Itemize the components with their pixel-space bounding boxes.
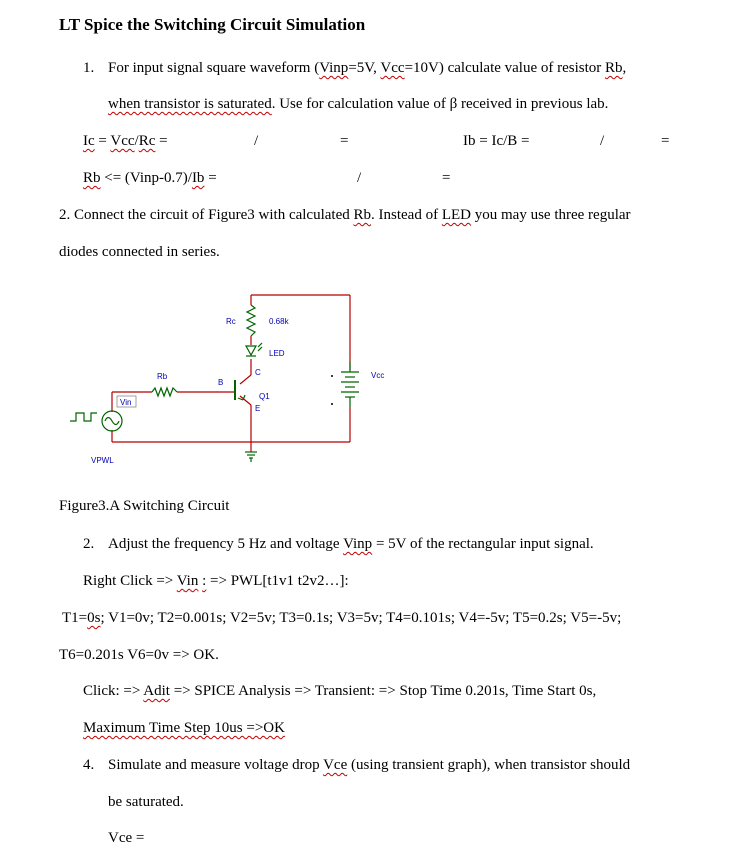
rc-label: Rc [226, 317, 236, 326]
figure-caption: Figure3.A Switching Circuit [59, 498, 230, 514]
collector-label: C [255, 368, 261, 377]
ib-slash: / [600, 133, 605, 149]
base-label: B [218, 378, 224, 387]
rb-slash: / [357, 170, 362, 186]
vce-answer: Vce = [108, 830, 145, 846]
step-4-line-1: Simulate and measure voltage drop Vce (using transient graph), when transistor should [108, 757, 631, 773]
vpwl-label: VPWL [91, 456, 114, 465]
ground-icon [245, 452, 257, 462]
rb-formula: Rb <= (Vinp-0.7)/Ib = [83, 170, 217, 186]
rb-label: Rb [157, 372, 168, 381]
right-click-instruction: Right Click => Vin : => PWL[t1v1 t2v2…]: [83, 573, 349, 589]
ic-equals: = [340, 133, 349, 149]
page-title: LT Spice the Switching Circuit Simulation [59, 15, 366, 34]
led-label: LED [269, 349, 285, 358]
step-1-line-1: For input signal square waveform (Vinp=5V, Vcc=10V) calculate value of resistor Rb, [108, 60, 627, 76]
spell-vinp: Vinp [319, 60, 349, 76]
step-adjust-number: 2. [83, 536, 95, 552]
ib-formula: Ib = Ic/B = [463, 133, 530, 149]
step-1-number: 1. [83, 60, 95, 76]
spell-rb: Rb [605, 60, 623, 76]
ic-formula: Ic = Vcc/Rc = [83, 133, 168, 149]
ic-slash: / [254, 133, 259, 149]
ib-equals: = [661, 133, 670, 149]
vcc-battery-icon [341, 362, 359, 408]
rb-resistor [152, 388, 177, 396]
led-icon [246, 343, 262, 356]
rc-value: 0.68k [269, 317, 289, 326]
npn-transistor-icon [235, 380, 245, 400]
switching-circuit-diagram [0, 285, 729, 480]
rb-equals: = [442, 170, 451, 186]
step-2-line-2: diodes connected in series. [59, 244, 220, 260]
step-4-number: 4. [83, 757, 95, 773]
pwl-source-icon [70, 411, 122, 431]
step-adjust-text: Adjust the frequency 5 Hz and voltage Vinp = 5V of the rectangular input signal. [108, 536, 594, 552]
step-2-line-1: 2. Connect the circuit of Figure3 with calculated Rb. Instead of LED you may use three regular [59, 207, 631, 223]
click-instruction: Click: => Adit => SPICE Analysis => Transient: => Stop Time 0.201s, Time Start 0s, [83, 683, 597, 699]
battery-minus-dot [331, 403, 333, 405]
step-4-line-2: be saturated. [108, 794, 184, 810]
rc-resistor [247, 305, 255, 336]
q1-label: Q1 [259, 392, 270, 401]
spell-vcc: Vcc [380, 60, 405, 76]
step-1-line-2: when transistor is saturated. Use for calculation value of β received in previous lab. [108, 96, 609, 112]
vin-label: Vin [120, 398, 132, 407]
vcc-label: Vcc [371, 371, 385, 380]
pwl-values-line-1: T1=0s; V1=0v; T2=0.001s; V2=5v; T3=0.1s; V3=5v; T4=0.101s; V4=-5v; T5=0.2s; V5=-5v; [62, 610, 622, 626]
battery-plus-dot [331, 375, 333, 377]
pwl-values-line-2: T6=0.201s V6=0v => OK. [59, 647, 219, 663]
emitter-label: E [255, 404, 261, 413]
max-time-step: Maximum Time Step 10us =>OK [83, 720, 285, 736]
